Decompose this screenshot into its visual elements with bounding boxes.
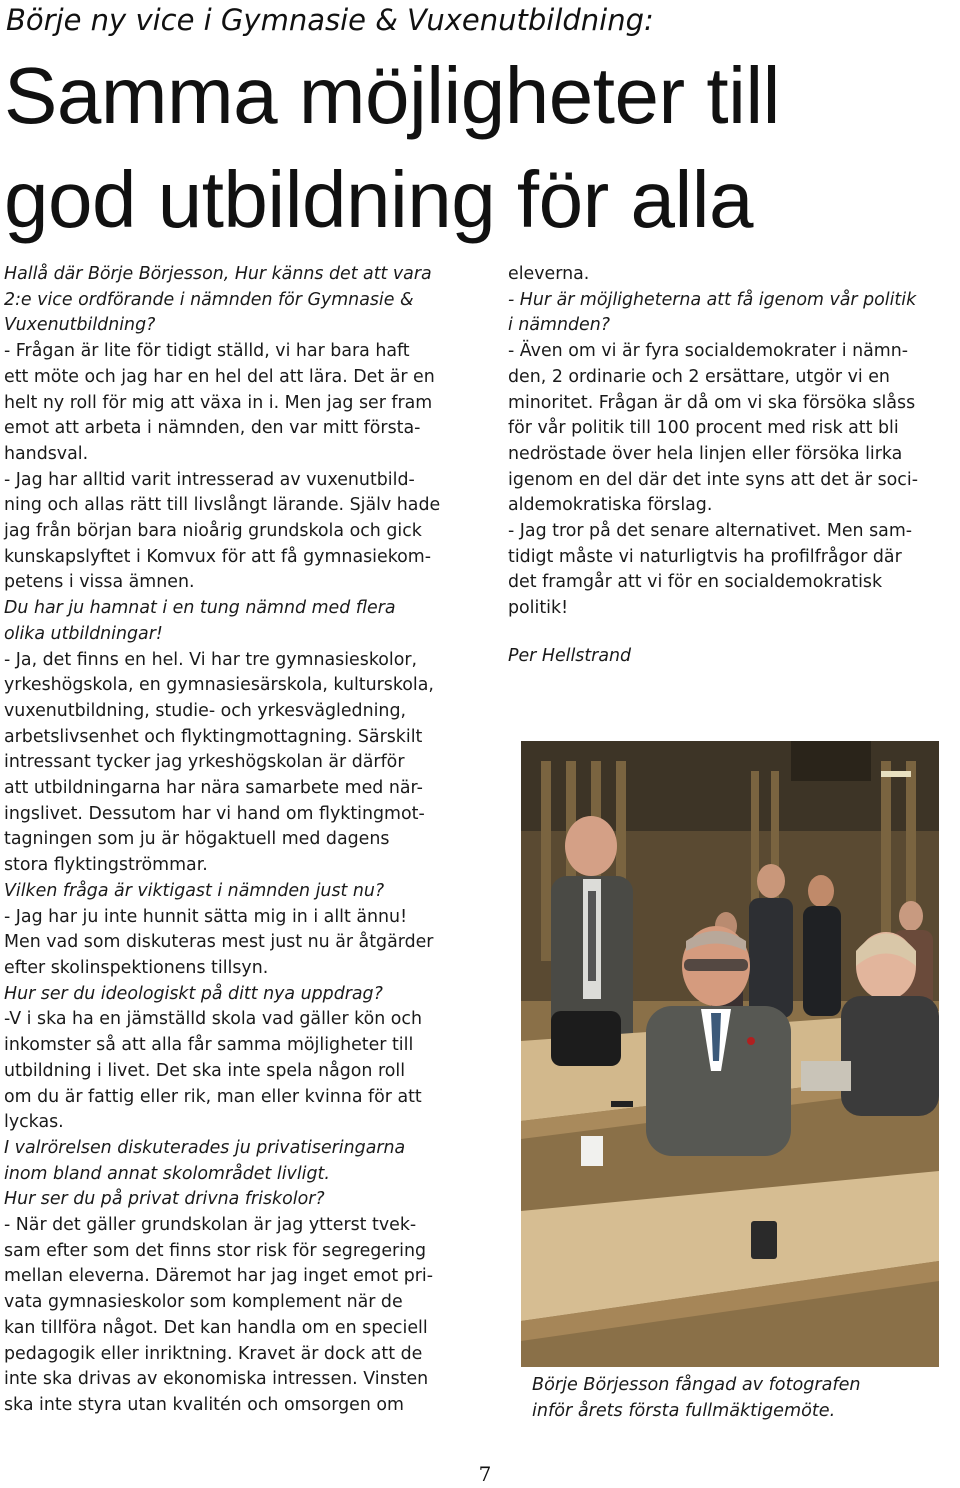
question-line: - Hur är möjligheterna att få igenom vår politik [508,289,917,310]
answer-line: petens i vissa ämnen. [4,572,195,593]
answer-line: kunskapslyftet i Komvux för att få gymnasiekom- [4,546,431,567]
answer-line: att utbildningarna har nära samarbete med när- [4,778,423,799]
answer-line: emot att arbeta i nämnden, den var mitt första- [4,418,421,439]
answer-line: - Frågan är lite för tidigt ställd, vi har bara haft [4,341,410,362]
answer-line: eleverna. [508,264,590,284]
answer-line: - Ja, det finns en hel. Vi har tre gymnasieskolor, [4,649,418,670]
question-line: Du har ju hamnat i en tung nämnd med flera [4,598,396,619]
answer-line: handsval. [4,443,89,464]
answer-line: inte ska drivas av ekonomiska intressen. Vinsten [4,1369,429,1390]
question-line: 2:e vice ordförande i nämnden för Gymnasie & [4,289,414,310]
answer-line: - Jag tror på det senare alternativet. Men sam- [508,521,913,542]
answer-line: om du är fattig eller rik, man eller kvinna för att [4,1086,422,1107]
question-line: i nämnden? [508,315,610,336]
answer-line: - När det gäller grundskolan är jag ytterst tvek- [4,1215,417,1236]
answer-line: Men vad som diskuteras mest just nu är åtgärder [4,932,434,953]
question-line: Hur ser du ideologiskt på ditt nya uppdrag? [4,983,383,1004]
answer-line: jag från början bara nioårig grundskola och gick [4,521,422,542]
caption-line: inför årets första fullmäktigemöte. [532,1400,836,1421]
answer-line: aldemokratiska förslag. [508,495,713,516]
answer-line: politik! [508,598,569,619]
answer-line: ingslivet. Dessutom har vi hand om flyktingmot- [4,803,425,824]
answer-line: intressant tycker jag yrkeshögskolan är därför [4,752,405,773]
answer-line: ska inte styra utan kvalitén och omsorgen om [4,1394,404,1415]
photo-caption [532,1373,952,1424]
answer-line: tagningen som ju är högaktuell med dagens [4,829,390,850]
answer-line: - Jag har alltid varit intresserad av vuxenutbild- [4,469,415,490]
right-column [508,262,960,670]
answer-line: minoritet. Frågan är då om vi ska försöka slåss [508,392,916,413]
answer-line: ning och allas rätt till livslångt lärande. Själv hade [4,495,441,516]
answer-line: arbetslivsenhet och flyktingmottagning. Särskilt [4,726,423,747]
answer-line: lyckas. [4,1112,64,1133]
answer-line: utbildning i livet. Det ska inte spela någon roll [4,1060,406,1081]
question-line: olika utbildningar! [4,623,163,644]
answer-line: kan tillföra något. Det kan handla om en speciell [4,1317,428,1338]
answer-line: den, 2 ordinarie och 2 ersättare, utgör vi en [508,366,890,387]
answer-line: yrkeshögskola, en gymnasiesärskola, kulturskola, [4,675,434,696]
answer-line: mellan eleverna. Däremot har jag inget emot pri- [4,1266,434,1287]
answer-line: stora flyktingströmmar. [4,855,208,876]
answer-line: - Även om vi är fyra socialdemokrater i nämn- [508,341,909,362]
right-column-body [508,262,960,622]
answer-line: -V i ska ha en jämställd skola vad gäller kön och [4,1009,422,1030]
answer-line: helt ny roll för mig att växa in i. Men jag ser fram [4,392,433,413]
answer-line: för vår politik till 100 procent med risk att bli [508,418,899,439]
answer-line: efter skolinspektionens tillsyn. [4,957,269,978]
answer-line: vata gymnasieskolor som komplement när de [4,1292,403,1313]
answer-line: inkomster så att alla får samma möjligheter till [4,1035,414,1056]
meeting-photo [521,741,939,1367]
question-line: inom bland annat skolområdet livligt. [4,1163,330,1184]
answer-line: ett möte och jag har en hel del att lära. Det är en [4,366,435,387]
page-number: 7 [478,1462,492,1486]
question-line: Vuxenutbildning? [4,315,156,336]
question-line: Vilken fråga är viktigast i nämnden just nu? [4,880,385,901]
question-line: I valrörelsen diskuterades ju privatiseringarna [4,1137,406,1158]
answer-line: nedröstade över hela linjen eller försöka lirka [508,443,903,464]
caption-line: Börje Börjesson fångad av fotografen [532,1375,861,1395]
author-signature: Per Hellstrand [508,645,632,666]
headline-line: Samma möjligheter till [4,51,780,140]
answer-line: vuxenutbildning, studie- och yrkesvägledning, [4,700,407,721]
answer-line: - Jag har ju inte hunnit sätta mig in i allt ännu! [4,906,408,927]
answer-line: sam efter som det finns stor risk för segregering [4,1240,427,1261]
article-headline [4,44,954,252]
question-line: Hallå där Börje Börjesson, Hur känns det att vara [4,264,432,284]
answer-line: pedagogik eller inriktning. Kravet är dock att de [4,1343,423,1364]
answer-line: det framgår att vi för en socialdemokratisk [508,572,883,593]
question-line: Hur ser du på privat drivna friskolor? [4,1189,325,1210]
answer-line: tidigt måste vi naturligtvis ha profilfrågor där [508,546,902,567]
answer-line: igenom en del där det inte syns att det är soci- [508,469,918,490]
headline-line: god utbildning för alla [4,155,754,244]
left-column [4,262,474,1419]
article-kicker: Börje ny vice i Gymnasie & Vuxenutbildning: [6,3,654,37]
